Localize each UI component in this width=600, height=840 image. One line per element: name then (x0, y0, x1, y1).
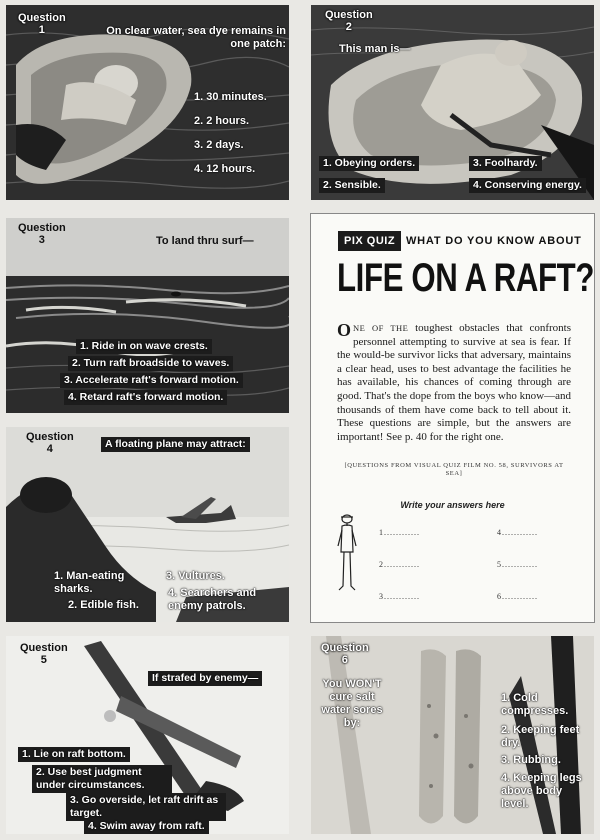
question-3-tag: Question (18, 222, 66, 234)
answer-line-3[interactable]: 3............ (379, 592, 420, 601)
answer-line-4[interactable]: 4............ (497, 528, 538, 537)
answer-line-6[interactable]: 6............ (497, 592, 538, 601)
question-1-option-2: 2. 2 hours. (194, 115, 250, 127)
question-6-option-2: 2. Keeping feet dry. (501, 724, 580, 749)
question-6-option-3: 3. Rubbing. (501, 754, 561, 766)
question-3-panel (6, 218, 289, 413)
question-2-option-1-text: 1. Obeying orders. (319, 156, 419, 171)
question-4-option-1: 1. Man-eating sharks. (54, 570, 125, 595)
question-6-option-4: 4. Keeping legs above body level. (501, 772, 582, 810)
pix-quiz-badge: PIX QUIZ (338, 231, 401, 251)
question-5-option-4-text: 4. Swim away from raft. (84, 819, 209, 834)
question-2-option-1 (319, 155, 419, 172)
question-1-tag: Question (18, 12, 66, 24)
question-1-label (18, 12, 66, 36)
question-4-prompt (101, 436, 250, 453)
lead-in-smallcaps: NE OF THE (353, 323, 409, 333)
question-5-prompt-text: If strafed by enemy— (148, 671, 262, 686)
question-4-option-2: 2. Edible fish. (68, 599, 139, 611)
question-1-option-3: 3. 2 days. (194, 139, 244, 151)
drop-cap: O (337, 320, 352, 340)
film-credit: [QUESTIONS FROM VISUAL QUIZ FILM NO. 58, SURVIVORS AT SEA] (344, 462, 564, 477)
write-answers-heading: Write your answers here (400, 500, 505, 510)
question-2-option-3-text: 3. Foolhardy. (469, 156, 542, 171)
question-6-panel (311, 636, 594, 834)
question-5-prompt (148, 670, 262, 687)
question-4-panel (6, 427, 289, 622)
question-2-option-3 (469, 155, 542, 172)
question-1-option-4: 4. 12 hours. (194, 163, 256, 175)
question-3-option-4 (64, 389, 227, 406)
question-5-option-4 (84, 818, 209, 834)
question-3-option-1 (76, 338, 212, 355)
question-3-option-4-text: 4. Retard raft's forward motion. (64, 390, 227, 405)
question-4-prompt-text: A floating plane may attract: (101, 437, 250, 452)
question-1-number: 1 (38, 24, 45, 36)
question-3-option-3-text: 3. Accelerate raft's forward motion. (60, 373, 243, 388)
question-5-number: 5 (40, 654, 47, 666)
question-2-label (325, 9, 373, 33)
question-6-option-1: 1. Cold compresses. (501, 692, 569, 717)
quiz-intro-panel (310, 213, 595, 623)
question-4-option-4: 4. Searchers and enemy patrols. (168, 587, 257, 612)
question-4-label (26, 431, 74, 455)
sailor-sketch-icon (335, 512, 359, 594)
question-3-number: 3 (38, 234, 45, 246)
question-2-option-2-text: 2. Sensible. (319, 178, 385, 193)
question-1-panel (6, 5, 289, 200)
question-4-tag: Question (26, 431, 74, 443)
intro-body: toughest obstacles that confronts personnel attempting to survive at sea is fear. If the would-be survivor licks that adversary, maintains a clear head, uses to best advantage the facilities he has available, his chances of coming through are good. That's the dope from the boys who know—and thousands of them have come back to tell about it. These questions are simple, but the answers are important! See p. 40 for the right one. (337, 322, 571, 443)
question-3-label (18, 222, 66, 246)
question-3-option-2-text: 2. Turn raft broadside to waves. (68, 356, 233, 371)
quiz-headline: LIFE ON A RAFT? (337, 256, 595, 300)
question-3-prompt: To land thru surf— (156, 235, 254, 247)
question-6-label (321, 642, 369, 666)
answer-line-5[interactable]: 5............ (497, 560, 538, 569)
question-2-option-4 (469, 177, 586, 194)
question-2-option-2 (319, 177, 385, 194)
question-5-option-1-text: 1. Lie on raft bottom. (18, 747, 130, 762)
question-5-option-3-text: 3. Go overside, let raft drift as target. (66, 793, 226, 821)
question-5-panel (6, 636, 289, 834)
question-2-prompt: This man is— (339, 43, 411, 55)
question-3-option-2 (68, 355, 233, 372)
question-1-option-1: 1. 30 minutes. (194, 91, 267, 103)
answer-line-2[interactable]: 2............ (379, 560, 420, 569)
question-5-tag: Question (20, 642, 68, 654)
question-5-label (20, 642, 68, 666)
question-5-option-2-text: 2. Use best judgment under circumstances. (32, 765, 172, 793)
question-4-number: 4 (46, 443, 53, 455)
quiz-kicker: WHAT DO YOU KNOW ABOUT (406, 235, 582, 247)
question-2-panel (311, 5, 594, 200)
question-2-number: 2 (345, 21, 352, 33)
question-5-option-1 (18, 746, 130, 763)
quiz-intro-text (337, 322, 571, 444)
question-2-option-4-text: 4. Conserving energy. (469, 178, 586, 193)
question-3-option-1-text: 1. Ride in on wave crests. (76, 339, 212, 354)
question-6-number: 6 (341, 654, 348, 666)
question-6-prompt: You WON'T cure salt water sores by: (321, 678, 383, 729)
question-2-tag: Question (325, 9, 373, 21)
question-6-tag: Question (321, 642, 369, 654)
answer-line-1[interactable]: 1............ (379, 528, 420, 537)
question-4-option-3: 3. Vultures. (166, 570, 225, 582)
question-5-option-2 (32, 764, 172, 794)
question-1-prompt: On clear water, sea dye remains in one patch: (106, 25, 286, 50)
question-3-option-3 (60, 372, 243, 389)
